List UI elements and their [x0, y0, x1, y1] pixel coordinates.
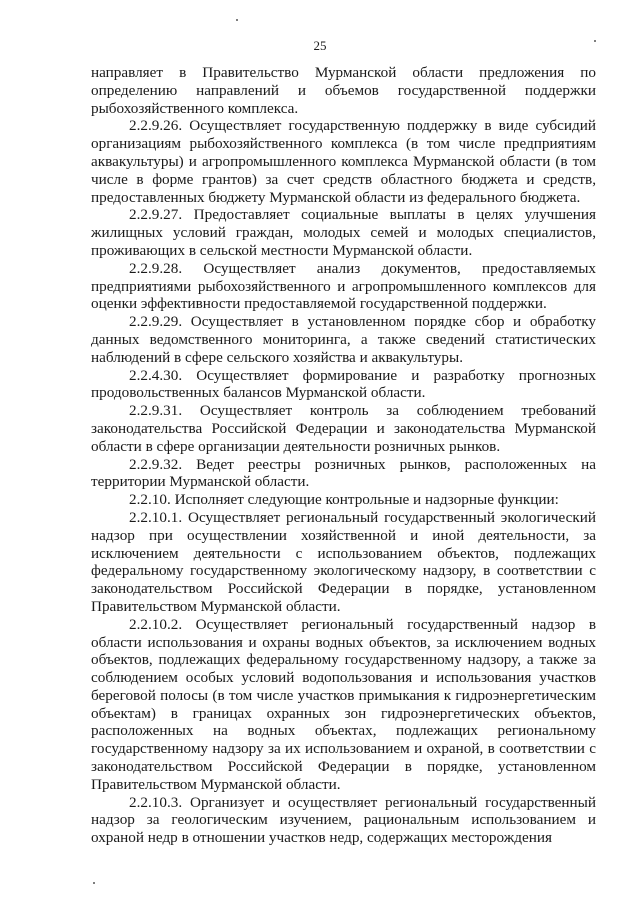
- paragraph-2-2-9-32: 2.2.9.32. Ведет реестры розничных рынков, расположенных на территории Мурманской области.: [91, 455, 596, 491]
- paragraph-2-2-9-27: 2.2.9.27. Предоставляет социальные выплаты в целях улучшения жилищных условий граждан, молодых семей и молодых специалистов, проживающих в сельской местности Мурманской области.: [91, 206, 596, 259]
- paragraph-2-2-9-26: 2.2.9.26. Осуществляет государственную поддержку в виде субсидий организациям рыбохозяйственного комплекса (в том числе предприятиям аквакультуры) и агропромышленного комплекса Мурманской области (в том числе в форме грантов) за счет средств областного бюджета и средств, предоставленных бюджету Мурманской области из федерального бюджета.: [91, 117, 596, 206]
- paragraph-2-2-10-2: 2.2.10.2. Осуществляет региональный государственный надзор в области использования и охраны водных объектов, за исключением водных объектов, подлежащих федеральному государственному надзору, а также за соблюдением особых условий водопользования и использования участков береговой полосы (в том числе участков примыкания к гидроэнергетическим объектам) в границах охранных зон гидроэнергетических объектов, расположенных на водных объектах, подлежащих региональному государственному надзору за их использованием и охраной, в соответствии с законодательством Российской Федерации в порядке, установленном Правительством Мурманской области.: [91, 615, 596, 793]
- scan-speck: [594, 40, 596, 42]
- paragraph-2-2-10-1: 2.2.10.1. Осуществляет региональный государственный экологический надзор при осуществлении хозяйственной и иной деятельности, за исключением деятельности с использованием объектов, подлежащих федеральному государственному экологическому надзору, в соответствии с законодательством Российской Федерации в порядке, установленном Правительством Мурманской области.: [91, 508, 596, 615]
- scan-speck: [93, 882, 95, 884]
- paragraph-2-2-4-30: 2.2.4.30. Осуществляет формирование и разработку прогнозных продовольственных балансов Мурманской области.: [91, 366, 596, 402]
- paragraph-continuation: направляет в Правительство Мурманской области предложения по определению направлений и объемов государственной поддержки рыбохозяйственного комплекса.: [91, 64, 596, 117]
- paragraph-2-2-10-3: 2.2.10.3. Организует и осуществляет региональный государственный надзор за геологическим изучением, рациональным использованием и охраной недр в отношении участков недр, содержащих месторождения: [91, 793, 596, 847]
- scan-speck: [236, 19, 238, 21]
- page-number: 25: [313, 38, 327, 53]
- paragraph-2-2-9-31: 2.2.9.31. Осуществляет контроль за соблюдением требований законодательства Российской Федерации и законодательства Мурманской области в сфере организации деятельности розничных рынков.: [91, 402, 596, 455]
- paragraph-2-2-9-28: 2.2.9.28. Осуществляет анализ документов, предоставляемых предприятиями рыбохозяйственного и агропромышленного комплексов для оценки эффективности предоставляемой государственной поддержки.: [91, 259, 596, 313]
- paragraph-2-2-9-29: 2.2.9.29. Осуществляет в установленном порядке сбор и обработку данных ведомственного мониторинга, а также сведений статистических наблюдений в сфере сельского хозяйства и аквакультуры.: [91, 313, 596, 366]
- document-body: [91, 64, 596, 847]
- paragraph-2-2-10: 2.2.10. Исполняет следующие контрольные и надзорные функции:: [129, 491, 559, 509]
